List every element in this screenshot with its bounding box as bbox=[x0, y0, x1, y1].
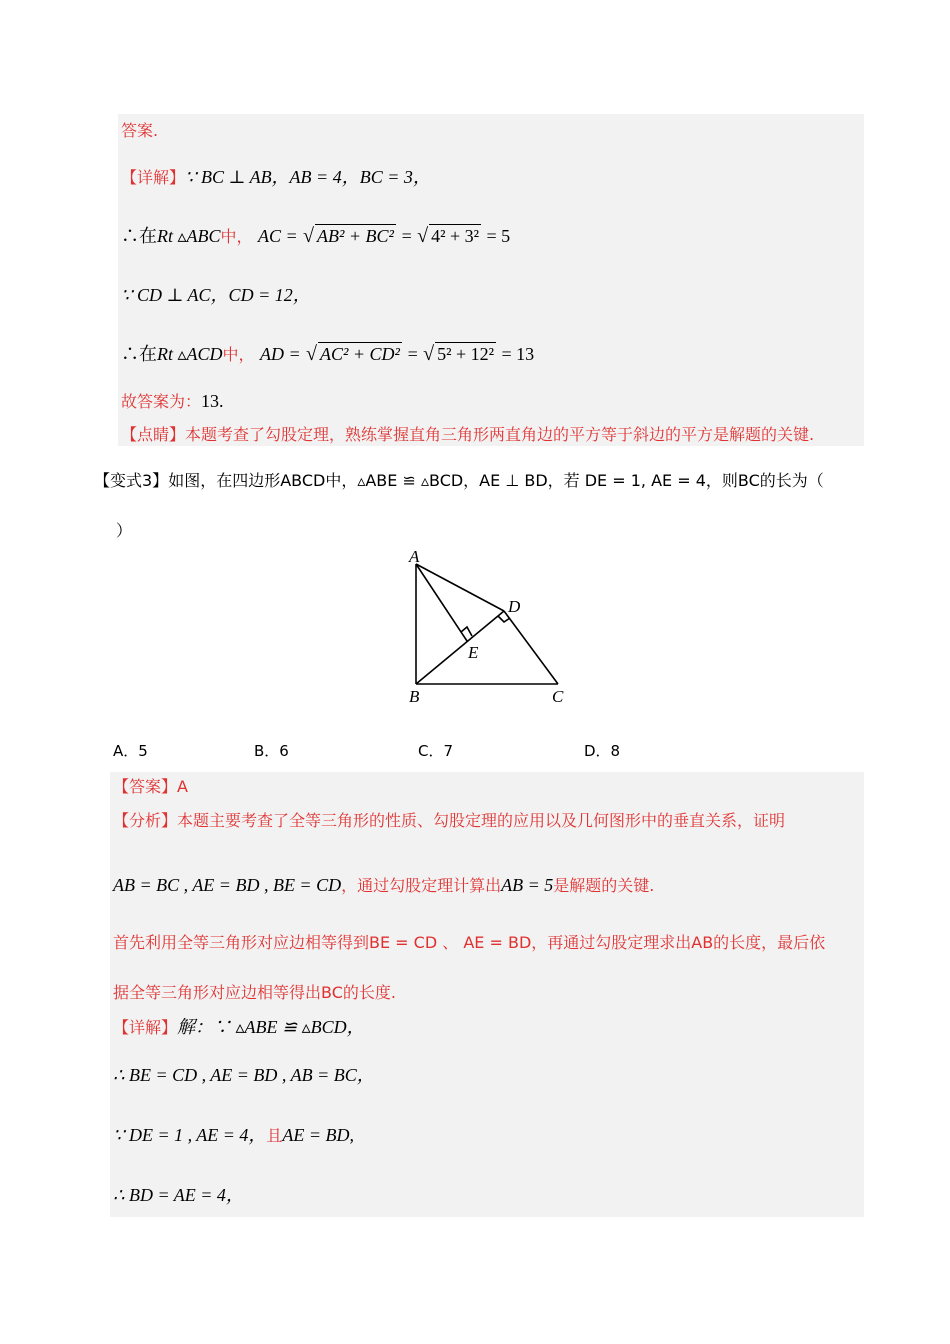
detail-2-line-3 bbox=[113, 1124, 354, 1147]
question-tag: 【变式3】 bbox=[94, 471, 169, 490]
sqrt-icon: √ bbox=[306, 343, 317, 365]
question-text: 如图，在四边形ABCD中，▵ABE ≌ ▵BCD，AE ⊥ BD，若 DE = 1, AE = 4，则BC的长为（ bbox=[168, 471, 824, 490]
sqrt-icon: √ bbox=[417, 225, 429, 247]
sqrt-icon: √ bbox=[423, 343, 435, 365]
analysis-line-4: 据全等三角形对应边相等得出BC的长度. bbox=[113, 983, 396, 1002]
final-label: 故答案为： bbox=[121, 392, 202, 411]
detail-line-3: ∵ CD ⊥ AC，CD = 12， bbox=[121, 285, 311, 305]
option-a[interactable]: A．5 bbox=[113, 742, 148, 760]
therefore-in: ∴在 bbox=[121, 226, 157, 246]
detail-2-text: 解：∵ ▵ABE ≌ ▵BCD， bbox=[177, 1017, 365, 1037]
option-c[interactable]: C．7 bbox=[418, 742, 454, 760]
analysis-math-1: AB = BC , AE = BD , BE = CD bbox=[113, 875, 342, 895]
in-label: 中， bbox=[220, 227, 253, 246]
analysis-text: 本题主要考查了全等三角形的性质、勾股定理的应用以及几何图形中的垂直关系，证明 bbox=[177, 811, 786, 830]
radicand-3: AC² + CD² bbox=[319, 344, 400, 364]
detail-tag: 【详解】 bbox=[121, 168, 186, 187]
ac-eq: AC = bbox=[257, 226, 298, 246]
detail-line-1 bbox=[121, 166, 431, 189]
segment-ae bbox=[416, 564, 467, 641]
answer-line: 【答案】A bbox=[113, 777, 188, 796]
option-d[interactable]: D．8 bbox=[584, 742, 621, 760]
answer-stub: 答案. bbox=[121, 121, 159, 140]
question-line bbox=[94, 470, 824, 492]
detail-2-line-1 bbox=[113, 1016, 365, 1039]
analysis-line-3: 首先利用全等三角形对应边相等得到BE = CD 、 AE = BD，再通过勾股定理求出AB的长度，最后依 bbox=[113, 933, 826, 952]
radicand-2: 4² + 3² bbox=[431, 226, 480, 246]
rt-abc: Rt ▵ABC bbox=[157, 226, 221, 246]
segment-bd bbox=[416, 611, 504, 684]
label-c: C bbox=[552, 687, 564, 706]
in-label: 中， bbox=[222, 345, 255, 364]
ad-result: = 13 bbox=[501, 344, 535, 364]
detail-2-line-2: ∴ BE = CD , AE = BD , AB = BC， bbox=[113, 1065, 375, 1085]
analysis-line-1 bbox=[113, 810, 785, 832]
option-b[interactable]: B．6 bbox=[254, 742, 289, 760]
detail-2-and: 且 bbox=[266, 1126, 283, 1145]
geometry-figure bbox=[400, 548, 600, 708]
radicand-4: 5² + 12² bbox=[437, 344, 495, 364]
segment-dc bbox=[504, 611, 558, 684]
comment-line bbox=[121, 424, 814, 446]
detail-2-math-2: AE = BD, bbox=[282, 1125, 355, 1145]
analysis-tag: 【分析】 bbox=[113, 811, 178, 830]
sqrt-icon: √ bbox=[303, 225, 314, 247]
detail-text: ∵ BC ⊥ AB，AB = 4，BC = 3， bbox=[185, 167, 431, 187]
label-a: A bbox=[409, 548, 420, 566]
ad-eq: AD = bbox=[259, 344, 301, 364]
detail-2-line-4: ∴ BD = AE = 4， bbox=[113, 1185, 244, 1205]
final-answer bbox=[121, 390, 224, 413]
segment-ad bbox=[416, 564, 504, 611]
label-e: E bbox=[468, 643, 479, 662]
final-value: 13. bbox=[201, 391, 224, 411]
analysis-math-2: AB = 5 bbox=[501, 875, 554, 895]
comment-tag: 【点睛】 bbox=[121, 425, 186, 444]
detail-line-4: ∴在Rt ▵ACD中， AD = √ AC² + CD² = √ 5² + 12² = 13 bbox=[121, 343, 535, 365]
ac-result: = 5 bbox=[486, 226, 511, 246]
analysis-line-2 bbox=[113, 874, 654, 897]
answer-block-1 bbox=[118, 114, 864, 446]
detail-2-tag: 【详解】 bbox=[113, 1018, 178, 1037]
detail-line-2: ∴在Rt ▵ABC中， AC = √ AB² + BC² = √ 4² + 3² = 5 bbox=[121, 225, 511, 247]
analysis-tail: 是解题的关键. bbox=[553, 876, 655, 895]
comment-text: 本题考查了勾股定理，熟练掌握直角三角形两直角边的平方等于斜边的平方是解题的关键. bbox=[185, 425, 815, 444]
radicand-1: AB² + BC² bbox=[317, 226, 394, 246]
analysis-text-2: ，通过勾股定理计算出 bbox=[341, 876, 502, 895]
label-d: D bbox=[508, 597, 521, 616]
therefore-in: ∴在 bbox=[121, 344, 157, 364]
question-close-paren: ） bbox=[116, 521, 133, 540]
label-b: B bbox=[409, 687, 420, 706]
detail-2-math: ∵ DE = 1 , AE = 4， bbox=[113, 1125, 267, 1145]
rt-acd: Rt ▵ACD bbox=[157, 344, 223, 364]
